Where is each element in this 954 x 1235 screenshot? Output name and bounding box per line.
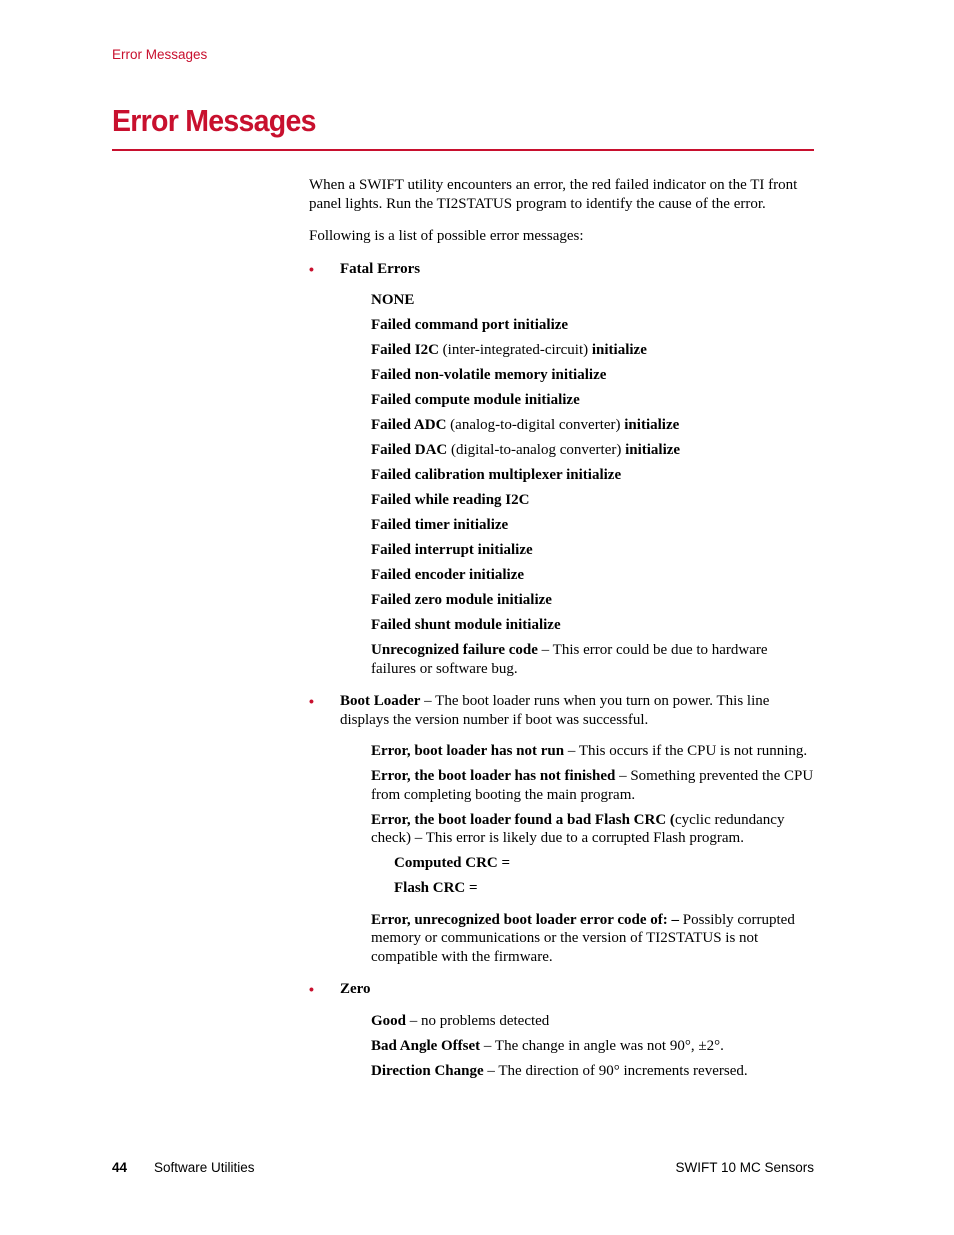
entry-desc: – no problems detected	[406, 1012, 550, 1029]
boot-loader-heading: Boot Loader	[340, 693, 421, 709]
list-item	[371, 1012, 814, 1031]
boot-loader-text	[340, 692, 814, 729]
list-item	[371, 641, 814, 678]
entry-term: Good	[371, 1012, 407, 1029]
entry-desc: – Something prevented the CPU from completing booting the main program.	[371, 768, 814, 803]
list-item	[371, 541, 814, 560]
entry-desc: (inter-integrated-circuit)	[438, 342, 592, 358]
entry-desc: (analog-to-digital converter)	[446, 417, 625, 433]
entry-desc: cyclic redundancy check) – This error is likely due to a corrupted Flash program.	[371, 811, 785, 846]
boot-unrecognized-entry	[371, 911, 814, 967]
entry-term: Failed ADC	[371, 417, 447, 433]
entry-term: Error, the boot loader has not finished	[371, 768, 616, 784]
list-item	[371, 341, 814, 360]
entry-desc: – This error could be due to hardware failures or software bug.	[371, 642, 768, 677]
bullet-icon: •	[309, 693, 314, 709]
list-item	[371, 491, 814, 510]
boot-loader-bullet	[309, 692, 814, 729]
entry-term: Failed interrupt initialize	[371, 542, 533, 558]
entry-term: Computed CRC =	[394, 855, 511, 871]
entry-term: Failed shunt module initialize	[371, 617, 561, 633]
entry-term: Bad Angle Offset	[371, 1037, 481, 1054]
entry-term: Failed command port initialize	[371, 317, 569, 333]
entry-term-suffix: initialize	[591, 342, 647, 358]
entry-desc: – The change in angle was not 90°, ±2°.	[480, 1037, 724, 1054]
entry-desc: – The direction of 90° increments reversed.	[483, 1062, 748, 1079]
list-item	[371, 416, 814, 435]
list-item	[371, 616, 814, 635]
entry-desc: – This occurs if the CPU is not running.	[564, 743, 808, 759]
entry-term: Failed non-volatile memory initialize	[371, 367, 607, 383]
zero-heading: Zero	[340, 981, 371, 997]
entry-desc: (digital-to-analog converter)	[447, 442, 626, 458]
bullet-icon: •	[309, 260, 314, 277]
footer-product-name: SWIFT 10 MC Sensors	[675, 1160, 814, 1175]
list-item	[371, 391, 814, 410]
entry-term: Error, unrecognized boot loader error code of: –	[371, 911, 680, 928]
bullet-icon: •	[309, 981, 314, 997]
list-item	[371, 441, 814, 460]
list-item	[371, 591, 814, 610]
title-rule	[112, 149, 814, 151]
fatal-errors-heading: Fatal Errors	[340, 260, 421, 277]
entry-term: Direction Change	[371, 1062, 484, 1079]
entry-term: Failed compute module initialize	[371, 392, 580, 408]
entry-term: Failed zero module initialize	[371, 592, 552, 608]
entry-term: Failed calibration multiplexer initialize	[371, 467, 622, 483]
entry-term: Error, the boot loader found a bad Flash CRC (	[371, 811, 675, 828]
entry-term: NONE	[371, 292, 415, 308]
boot-not-run-entry	[371, 742, 814, 761]
entry-term: Failed I2C	[371, 342, 439, 358]
fatal-errors-bullet	[309, 260, 814, 279]
footer-section-title: Software Utilities	[154, 1160, 255, 1175]
list-item	[371, 1062, 814, 1081]
boot-loader-list	[309, 742, 814, 966]
computed-crc-entry	[371, 854, 814, 873]
page-body	[309, 176, 814, 1080]
list-item	[371, 316, 814, 335]
flash-crc-entry	[371, 879, 814, 898]
intro-paragraph: When a SWIFT utility encounters an error, the red failed indicator on the TI front panel lights. Run the TI2STATUS program to identify the cause of the error.	[309, 177, 798, 212]
entry-term: Unrecognized failure code	[371, 642, 538, 658]
list-item	[371, 291, 814, 310]
entry-term: Failed timer initialize	[371, 517, 509, 533]
list-intro: Following is a list of possible error messages:	[309, 228, 584, 244]
entry-desc: Possibly corrupted memory or communications or the version of TI2STATUS is not compatible with the firmware.	[371, 911, 795, 965]
entry-term: Failed DAC	[371, 442, 448, 458]
list-item	[371, 466, 814, 485]
boot-not-finished-entry	[371, 767, 814, 804]
boot-bad-crc-entry	[371, 811, 814, 848]
zero-list	[309, 1012, 814, 1081]
page-number: 44	[112, 1160, 128, 1175]
entry-term: Flash CRC =	[394, 880, 478, 896]
entry-term: Failed while reading I2C	[371, 492, 530, 508]
list-item	[371, 366, 814, 385]
list-item	[371, 516, 814, 535]
fatal-errors-list	[309, 291, 814, 678]
list-item	[371, 1037, 814, 1056]
page-title: Error Messages	[112, 103, 316, 138]
entry-term-suffix: initialize	[624, 417, 680, 433]
entry-term: Error, boot loader has not run	[371, 743, 565, 759]
zero-bullet	[309, 980, 814, 999]
running-header: Error Messages	[112, 47, 208, 62]
entry-term: Failed encoder initialize	[371, 567, 525, 583]
list-item	[371, 566, 814, 585]
boot-loader-desc: – The boot loader runs when you turn on power. This line displays the version number if boot was successful.	[340, 693, 770, 728]
entry-term-suffix: initialize	[625, 442, 681, 458]
